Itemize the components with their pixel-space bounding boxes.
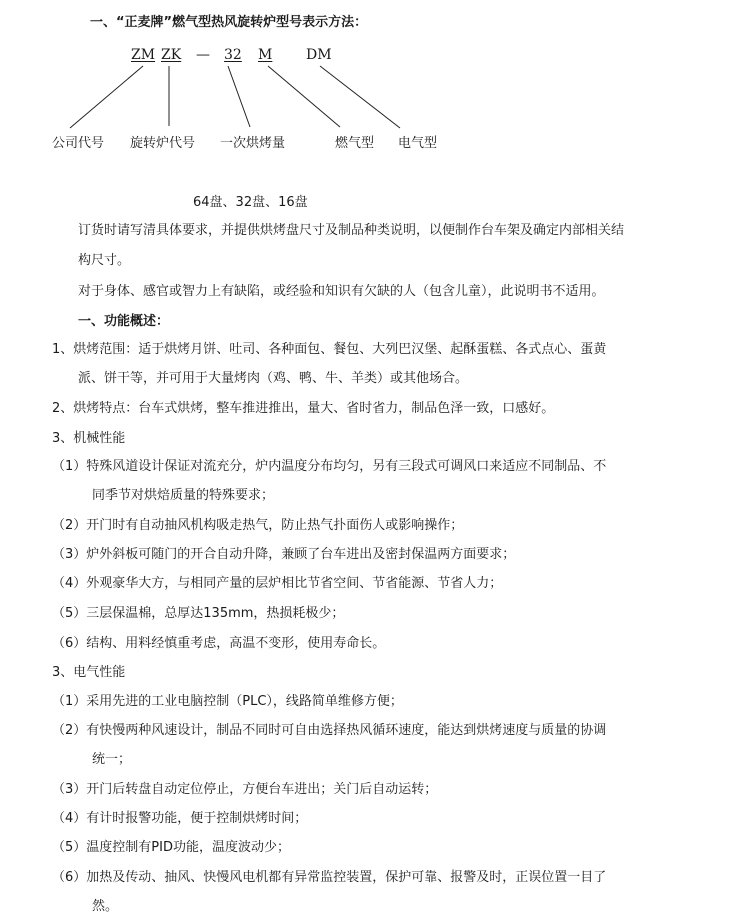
elec-item-1: （1）采用先进的工业电脑控制（PLC），线路简单维修方便；: [52, 694, 403, 709]
label-type: 旋转炉代号: [130, 136, 196, 151]
label-fuel: 燃气型: [335, 136, 375, 151]
elec-item-4: （4）有计时报警功能，便于控制烘烤时间；: [52, 811, 308, 826]
order-note-line-1: 订货时请写清具体要求，并提供烘烤盘尺寸及制品种类说明，以便制作台车架及确定内部相关结: [78, 223, 625, 238]
code-fuel: M: [258, 47, 273, 63]
section-title: 一、功能概述：: [78, 314, 170, 329]
code-electric: DM: [306, 47, 332, 63]
elec-item-3: （3）开门后转盘自动定位停止，方便台车进出；关门后自动运转；: [52, 782, 438, 797]
capacity-connector: [228, 66, 250, 127]
item-2: 2、烘烤特点：台车式烘烤，整车推进推出，量大、省时省力，制品色泽一致，口感好。: [52, 401, 555, 416]
mech-item-6: （6）结构、用料经慎重考虑，高温不变形，使用寿命长。: [52, 636, 386, 651]
mech-item-2: （2）开门时有自动抽风机构吸走热气，防止热气扑面伤人或影响操作；: [52, 518, 464, 533]
elec-item-6-line-1: （6）加热及传动、抽风、快慢风电机都有异常监控装置，保护可靠、报警及时，正误位置一目了: [52, 870, 607, 885]
code-capacity: 32: [224, 47, 242, 63]
mech-item-1-line-2: 同季节对烘焙质量的特殊要求；: [92, 488, 275, 503]
label-electric: 电气型: [398, 136, 438, 151]
fuel-connector: [268, 66, 340, 127]
mech-item-1-line-1: （1）特殊风道设计保证对流充分，炉内温度分布均匀，另有三段式可调风口来适应不同制品、不: [52, 459, 607, 474]
mech-title: 3、机械性能: [52, 431, 126, 446]
elec-item-2-line-2: 统一；: [92, 752, 132, 767]
item-1-line-1: 1、烘烤范围：适于烘烤月饼、吐司、各种面包、餐包、大列巴汉堡、起酥蛋糕、各式点心、蛋黄: [52, 342, 607, 357]
company-connector: [70, 66, 143, 128]
electric-connector: [320, 66, 400, 128]
code-company: ZM: [131, 47, 156, 63]
code-type: ZK: [161, 47, 182, 63]
label-company: 公司代号: [52, 136, 105, 151]
mech-item-4: （4）外观豪华大方，与相同产量的层炉相比节省空间、节省能源、节省人力；: [52, 576, 503, 591]
disclaimer: 对于身体、感官或智力上有缺陷，或经验和知识有欠缺的人（包含儿童），此说明书不适用。: [78, 284, 605, 299]
mech-item-5: （5）三层保温棉，总厚达135mm，热损耗极少；: [52, 606, 345, 621]
capacity-options: 64盘、32盘、16盘: [193, 195, 308, 210]
model-heading: 一、“正麦牌”燃气型热风旋转炉型号表示方法：: [90, 15, 368, 30]
order-note-line-2: 构尺寸。: [78, 253, 131, 268]
mech-item-3: （3）炉外斜板可随门的开合自动升降，兼顾了台车进出及密封保温两方面要求；: [52, 547, 516, 562]
code-connector-lines: [0, 0, 750, 160]
elec-item-6-line-2: 然。: [92, 899, 119, 914]
elec-item-5: （5）温度控制有PID功能，温度波动少；: [52, 840, 290, 855]
item-1-line-2: 派、饼干等，并可用于大量烤肉（鸡、鸭、牛、羊类）或其他场合。: [78, 371, 469, 386]
elec-item-2-line-1: （2）有快慢两种风速设计，制品不同时可自由选择热风循环速度，能达到烘烤速度与质量的协调: [52, 723, 607, 738]
label-capacity: 一次烘烤量: [220, 136, 286, 151]
elec-title: 3、电气性能: [52, 665, 126, 680]
code-dash: —: [196, 47, 210, 63]
